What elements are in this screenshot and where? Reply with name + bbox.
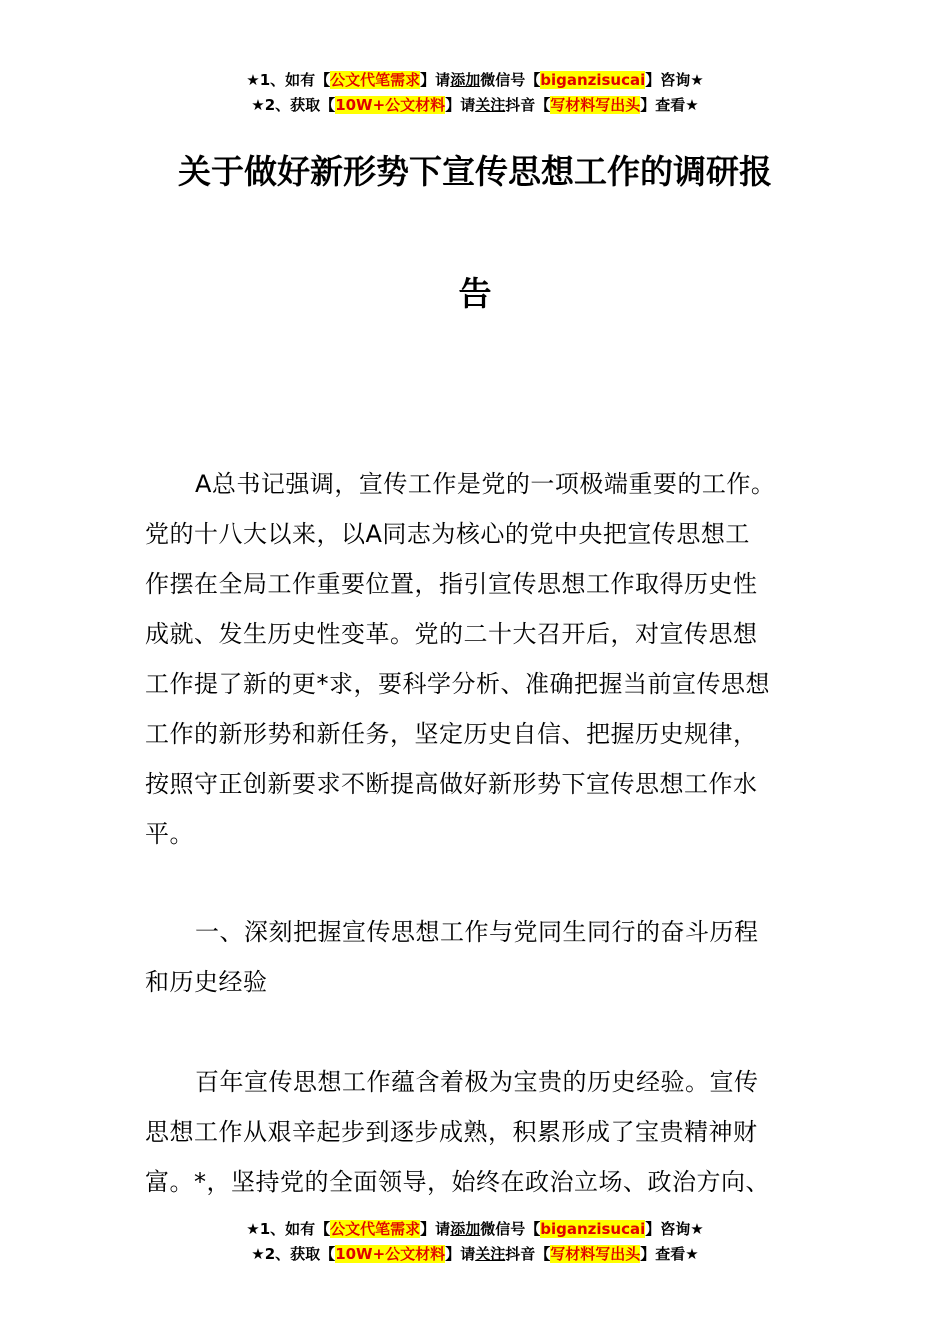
- highlight-service: 公文代笔需求: [330, 1220, 421, 1238]
- banner-line-2: ★2、获取【10W+公文材料】请关注抖音【写材料写出头】查看★: [251, 96, 699, 114]
- text-line: 富。*，坚持党的全面领导，始终在政治立场、政治方向、: [145, 1168, 770, 1196]
- highlight-wechat-id: biganzisucai: [540, 1220, 646, 1238]
- highlight-materials: 10W+公文材料: [335, 1245, 446, 1263]
- document-title-line-2: 告: [458, 274, 492, 313]
- text-line: 工作提了新的更*求，要科学分析、准确把握当前宣传思想: [145, 670, 770, 698]
- paragraph-history: [145, 1057, 810, 1207]
- document-title-line-1: 关于做好新形势下宣传思想工作的调研报: [178, 152, 772, 191]
- banner-line-2: ★2、获取【10W+公文材料】请关注抖音【写材料写出头】查看★: [251, 1245, 699, 1263]
- highlight-materials: 10W+公文材料: [335, 96, 446, 114]
- banner-line-1: ★1、如有【公文代笔需求】请添加微信号【biganzisucai】咨询★: [246, 1220, 704, 1238]
- text-line: 百年宣传思想工作蕴含着极为宝贵的历史经验。宣传: [195, 1068, 759, 1096]
- section-heading-1: [145, 907, 810, 1007]
- text-line: 和历史经验: [145, 968, 268, 996]
- footer-banner: [0, 1217, 950, 1267]
- highlight-douyin-account: 写材料写出头: [550, 96, 641, 114]
- text-line: 党的十八大以来，以A同志为核心的党中央把宣传思想工: [145, 520, 750, 548]
- text-line: 平。: [145, 820, 194, 848]
- text-line: 思想工作从艰辛起步到逐步成熟，积累形成了宝贵精神财: [145, 1118, 758, 1146]
- text-line: A总书记强调，宣传工作是党的一项极端重要的工作。: [195, 470, 776, 498]
- text-line: 一、深刻把握宣传思想工作与党同生同行的奋斗历程: [195, 918, 759, 946]
- highlight-wechat-id: biganzisucai: [540, 71, 646, 89]
- text-line: 作摆在全局工作重要位置，指引宣传思想工作取得历史性: [145, 570, 758, 598]
- text-line: 成就、发生历史性变革。党的二十大召开后，对宣传思想: [145, 620, 758, 648]
- text-line: 工作的新形势和新任务，坚定历史自信、把握历史规律，: [145, 720, 758, 748]
- header-banner: [0, 68, 950, 118]
- highlight-service: 公文代笔需求: [330, 71, 421, 89]
- highlight-douyin-account: 写材料写出头: [550, 1245, 641, 1263]
- text-line: 按照守正创新要求不断提高做好新形势下宣传思想工作水: [145, 770, 758, 798]
- paragraph-intro: [145, 459, 810, 859]
- banner-line-1: ★1、如有【公文代笔需求】请添加微信号【biganzisucai】咨询★: [246, 71, 704, 89]
